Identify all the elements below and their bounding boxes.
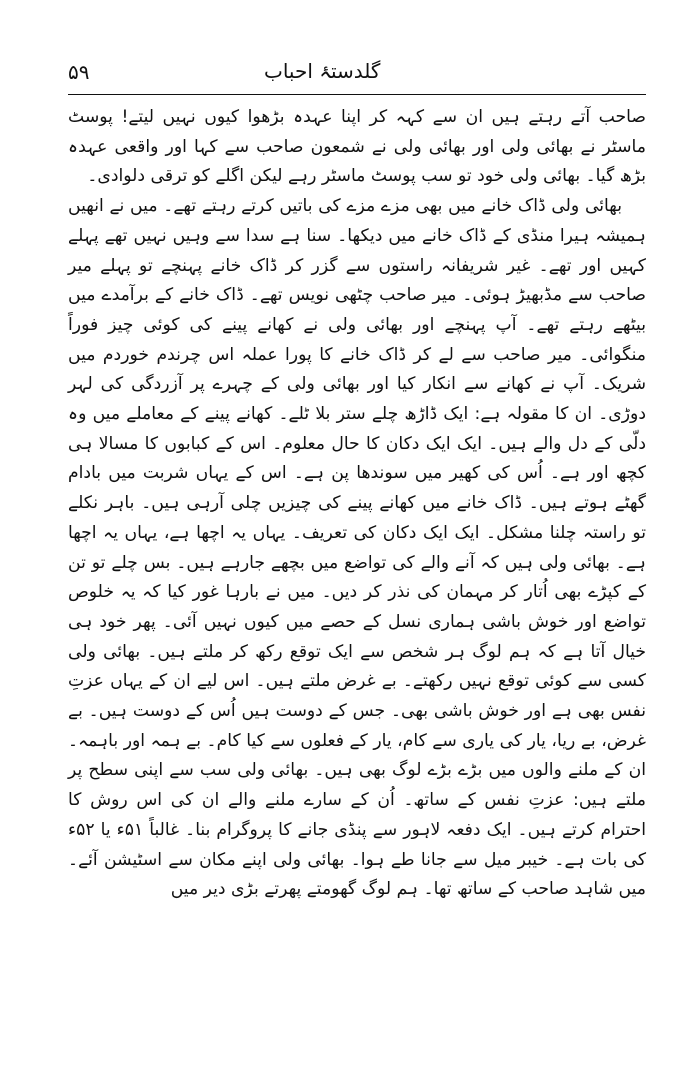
page-header bbox=[68, 52, 646, 92]
running-title: گلدستۂ احباب bbox=[264, 59, 381, 83]
page-number: ۵۹ bbox=[68, 60, 90, 84]
paragraph: بھائی ولی ڈاک خانے میں بھی مزے مزے کی باتیں کرتے رہتے تھے۔ میں نے انھیں ہمیشہ ہیرا منڈی کے ڈاک خانے میں دیکھا۔ سنا ہے سدا سے وہیں نہیں تھے پہلے کہیں اور تھے۔ غیر شریفانہ راستوں سے گزر کر ڈاک خانے پہنچے تو پہلے میر صاحب سے مڈبھیڑ ہوئی۔ میر صاحب چٹھی نویس تھے۔ ڈاک خانے کے برآمدے میں بیٹھے رہتے تھے۔ آپ پہنچے اور بھائی ولی نے کھانے پینے کی کوئی چیز فوراً منگوائی۔ میر صاحب سے لے کر ڈاک خانے کا پورا عملہ اس چرندم خوردم میں شریک۔ آپ نے کھانے سے انکار کیا اور بھائی ولی کے چہرے پر آزردگی کی لہر دوڑی۔ ان کا مقولہ ہے: ایک ڈاڑھ چلے ستر بلا ٹلے۔ کھانے پینے کے معاملے میں وہ دلّی کے دل والے ہیں۔ ایک ایک دکان کا حال معلوم۔ اس کے کبابوں کا مسالا ہی کچھ اور ہے۔ اُس کی کھیر میں سوندھا پن ہے۔ اس کے یہاں شربت میں بادام گھٹے ہوتے ہیں۔ ڈاک خانے میں کھانے پینے کی چیزیں چلی آرہی ہیں۔ باہر نکلے تو راستہ چلنا مشکل۔ ایک ایک دکان کی تعریف۔ یہاں یہ اچھا ہے، یہاں یہ اچھا ہے۔ بھائی ولی ہیں کہ آنے والے کی تواضع میں بچھے جارہے ہیں۔ بس چلے تو تن کے کپڑے بھی اُتار کر مہمان کی نذر کر دیں۔ میں نے بارہا غور کیا کہ یہ خلوص تواضع اور خوش باشی ہماری نسل کے حصے میں کیوں نہیں آئی۔ پھر خود ہی خیال آتا ہے کہ ہم لوگ ہر شخص سے ایک توقع رکھ کر ملتے ہیں۔ بھائی ولی کسی سے کوئی توقع نہیں رکھتے۔ بے غرض ملتے ہیں۔ اس لیے ان کے یہاں عزتِ نفس بھی ہے اور خوش باشی بھی۔ جس کے دوست ہیں اُس کے دوست ہیں۔ بے غرض، بے ریا، یار کی یاری سے کام، یار کے فعلوں سے کیا کام۔ بے ہمہ اور باہمہ۔ ان کے ملنے والوں میں بڑے بڑے لوگ بھی ہیں۔ بھائی ولی سب سے اپنی سطح پر ملتے ہیں: عزتِ نفس کے ساتھ۔ اُن کے سارے ملنے والے ان کی اس روش کا احترام کرتے ہیں۔ ایک دفعہ لاہور سے پنڈی جانے کا پروگرام بنا۔ غالباً ۵۱ء یا ۵۲ء کی بات ہے۔ خیبر میل سے جانا طے ہوا۔ بھائی ولی اپنے مکان سے اسٹیشن آئے۔ میں شاہد صاحب کے ساتھ تھا۔ ہم لوگ گھومتے پھرتے بڑی دیر میں bbox=[68, 196, 646, 900]
body-text bbox=[68, 103, 646, 905]
paragraph: صاحب آتے رہتے ہیں ان سے کہہ کر اپنا عہدہ بڑھوا کیوں نہیں لیتے! پوسٹ ماسٹر نے بھائی ولی اور بھائی ولی نے شمعون صاحب سے کہا اور واقعی عہدہ بڑھ گیا۔ بھائی ولی خود تو سب پوسٹ ماسٹر رہے لیکن اگلے کو ترقی دلوادی۔ bbox=[68, 107, 646, 187]
header-divider bbox=[68, 94, 646, 95]
